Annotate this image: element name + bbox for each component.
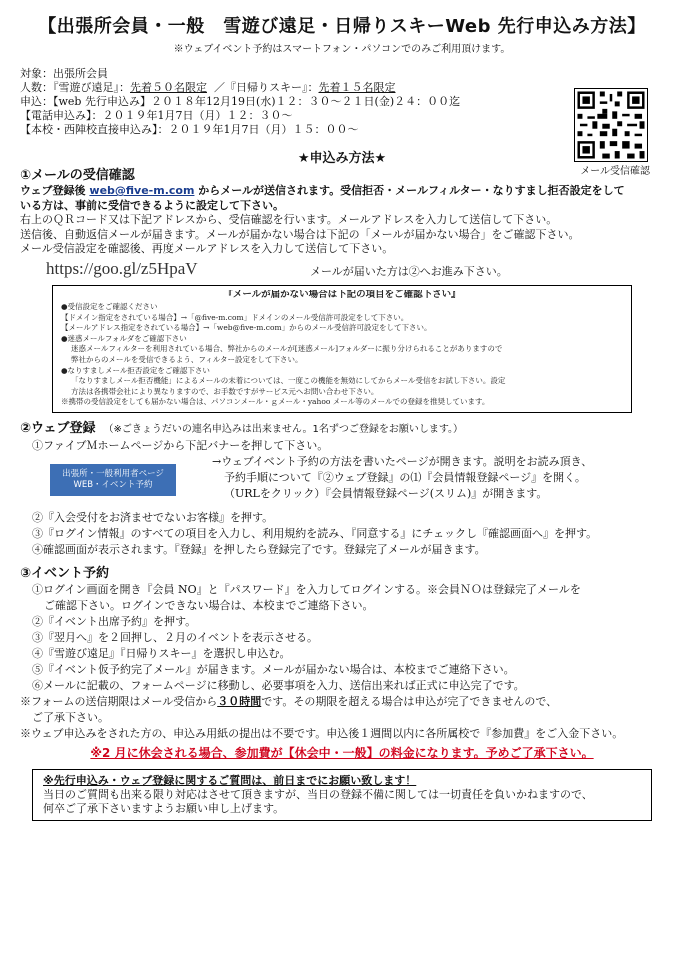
banner-explanation-2: 予約手順について『②ウェブ登録』の⑴『会員情報登録ページ』を開く。	[224, 471, 586, 485]
qr-caption: メール受信確認	[580, 166, 650, 177]
web-event-banner-button[interactable]	[50, 464, 176, 496]
section-1-title: ①メールの受信確認	[20, 168, 135, 183]
web-step-3: ③『ログイン情報』のすべての項目を入力し、利用規約を読み、『同意する』にチェックし『確認画面へ』を押す。	[32, 527, 598, 541]
capacity-ski: 先着１５名限定	[318, 81, 396, 94]
capacity-snow: 先着５０名限定	[130, 81, 207, 94]
section-2-note: （※ごきょうだいの連名申込みは出来ません。1名ずつご登録をお願いします。）	[103, 424, 464, 436]
reserve-step-5: ⑤『イベント仮予約完了メール』が届きます。メールが届かない場合は、本校までご連絡下さい。	[32, 663, 515, 677]
event-info	[20, 67, 664, 137]
question-notice-line: 何卒ご了承下さいますようお願い申し上げます。	[43, 802, 285, 816]
suspension-warning: ※2 月に休会される場合、参加費が【休会中・一般】の料金になります。予めご了承下さい。	[90, 746, 594, 761]
web-step-4: ④確認画面が表示されます。『登録』を押したら登録完了です。登録完了メールが届きます。	[32, 543, 486, 557]
section-2-title	[20, 421, 664, 438]
question-notice-line: 当日のご質問も出来る限り対応はさせて頂きますが、当日の登録不備に関しては一切責任を負いかねますので、	[43, 788, 593, 802]
trouble-line: ●受信設定をご確認ください	[61, 302, 158, 312]
trouble-line: ※携帯の受信設定をしても届かない場合は、パソコンメール・ｇメール・yahoo メール等のメールでの登録を推奨しています。	[61, 397, 490, 407]
qr-code-icon[interactable]	[574, 88, 648, 162]
capacity-line	[20, 81, 664, 95]
trouble-line: 【ドメイン指定をされている場合】→「@five-m.com」ドメインのメール受信許可設定をして下さい。	[61, 312, 409, 322]
banner-explanation-3: （URLをクリック）『会員情報登録ページ(スリム)』が開きます。	[224, 487, 548, 501]
trouble-line: ●なりすましメール拒否設定をご確認下さい	[61, 365, 210, 375]
page-subtitle: ※ウェブイベント予約はスマートフォン・パソコンでのみご利用頂けます。	[173, 44, 511, 55]
reserve-step-3: ③『翌月へ』を２回押し、２月のイベントを表示させる。	[32, 631, 318, 645]
target-line: 対象：出張所会員	[20, 67, 108, 80]
url-note: メールが届いた方は②へお進み下さい。	[310, 264, 508, 278]
section-mail-check	[20, 168, 664, 281]
web-step-1: ①ファイブＭホームページから下記バナーを押して下さい。	[32, 439, 329, 453]
mail-instruction-2: 送信後、自動返信メールが届きます。メールが届かない場合は下記の「メールが届かない場合」をご確認下さい。	[20, 227, 580, 241]
web-step-2: ②『入会受付をお済ませでないお客様』を押す。	[32, 511, 274, 525]
deadline-c: です。その期限を超える場合は申込が完了できませんので、	[261, 695, 558, 709]
section-3-title: ③イベント予約	[20, 566, 110, 582]
question-notice-title: ※先行申込み・ウェブ登録に関するご質問は、前日までにお願い致します！	[43, 774, 417, 788]
mail-notice	[20, 184, 664, 199]
trouble-line: 方法は各携帯会社により異なりますので、お手数ですがサービス元へお問い合わせ下さい。	[71, 386, 379, 396]
banner-explanation-1: →ウェブイベント予約の方法を書いたページが開きます。説明をお読み頂き、	[212, 455, 593, 469]
section-2-heading: ②ウェブ登録	[20, 421, 96, 437]
payment-note: ※ウェブ申込みをされた方の、申込み用紙の提出は不要です。申込後１週間以内に各所属校で『参加費』をご入金下さい。	[20, 727, 624, 741]
banner-line-2: WEB・イベント予約	[73, 480, 153, 491]
url-row	[20, 259, 664, 281]
form-deadline-note	[20, 694, 664, 710]
deadline-hours: ３０時間	[217, 695, 262, 709]
deadline-a: ※フォームの送信期限はメール受信から	[20, 695, 218, 709]
banner-line-1: 出張所・一般利用者ページ	[62, 469, 164, 480]
form-deadline-note-cont: ご了承下さい。	[32, 711, 109, 725]
reserve-step-2: ②『イベント出席予約』を押す。	[32, 615, 197, 629]
trouble-box-title: 『メールが届かない場合は下記の項目をご確認下さい』	[223, 289, 461, 300]
phone-line: 【電話申込み】：２０１９年1月7日（月）１２：３０～	[20, 109, 293, 122]
section-web-registration	[20, 421, 664, 558]
banner-explanation	[212, 454, 592, 502]
reserve-step-4: ④『雪遊び遠足』『日帰りスキー』を選択し申込む。	[32, 647, 291, 661]
sender-email-link[interactable]: web@five-m.com	[89, 184, 195, 197]
method-heading: ★申込み方法★	[297, 151, 387, 166]
capacity-mid: ／『日帰りスキー』：	[214, 81, 319, 94]
direct-line: 【本校・西陣校直接申込み】：２０１９年1月7日（月）１５：００～	[20, 123, 359, 136]
reserve-step-1-cont: ご確認下さい。ログインできない場合は、本校までご連絡下さい。	[44, 599, 374, 613]
mail-trouble-box	[52, 285, 632, 414]
check-url-link[interactable]: https://goo.gl/z5HpaV	[46, 258, 198, 278]
banner-row	[20, 454, 664, 510]
capacity-prefix: 人数：『雪遊び遠足』：	[20, 81, 130, 94]
trouble-line: 弊社からのメールを受信できるよう、フィルター設定をして下さい。	[71, 355, 303, 365]
apply-line: 申込：【web 先行申込み】２０１８年12月19日(水)１２：３０～２１日(金)２４：００迄	[20, 95, 461, 108]
page-title: 【出張所会員・一般 雪遊び遠足・日帰りスキーWeb 先行申込み方法】	[38, 16, 646, 37]
mail-notice-2: いる方は、事前に受信できるように設定して下さい。	[20, 198, 284, 212]
trouble-line: 迷惑メールフィルターを利用されている場合、弊社からのメールが[迷惑メール]フォルダーに振り分けられることがありますので	[71, 344, 503, 354]
mail-notice-b: からメールが送信されます。受信拒否・メールフィルター・なりすまし拒否設定をして	[198, 184, 625, 197]
reserve-step-1: ①ログイン画面を開き『会員 NO』と『パスワード』を入力してログインする。※会員ＮＯは登録完了メールを	[32, 583, 581, 597]
section-event-reservation	[20, 566, 664, 761]
reserve-step-6: ⑥メールに記載の、フォームページに移動し、必要事項を入力、送信出来れば正式に申込完了です。	[32, 679, 525, 693]
question-notice-box	[32, 769, 652, 821]
trouble-line: ●迷惑メールフォルダをご確認下さい	[61, 333, 187, 343]
trouble-line: 「なりすましメール拒否機能」によるメールの未着については、一度この機能を無効にしてからメール受信をお試し下さい。設定	[71, 376, 506, 386]
mail-notice-a: ウェブ登録後	[20, 184, 86, 197]
mail-instruction-3: メール受信設定を確認後、再度メールアドレスを入力して送信して下さい。	[20, 242, 394, 255]
trouble-line: 【メールアドレス指定をされている場合】→「web@five-m.com」からのメール受信許可設定をして下さい。	[61, 323, 432, 333]
mail-instruction-1: 右上のＱＲコード又は下記アドレスから、受信確認を行います。メールアドレスを入力して送信して下さい。	[20, 213, 558, 226]
